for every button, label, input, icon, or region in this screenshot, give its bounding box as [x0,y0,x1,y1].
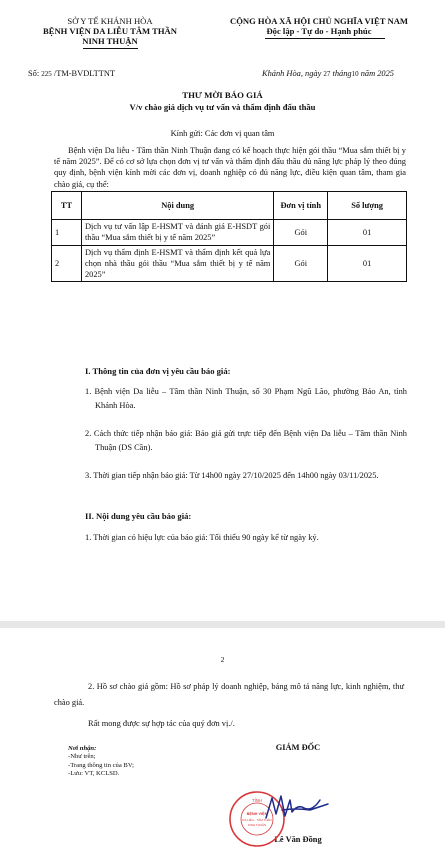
table-row [52,245,407,282]
header-tt: TT [52,192,82,220]
org-line-1: SỞ Y TẾ KHÁNH HÒA [67,16,153,26]
header-content: Nội dung [81,192,273,220]
signer-name: Lê Văn Đồng [274,835,322,844]
document-number: Số: 225 /TM-BVDLTTNT [28,69,115,78]
document-subject: V/v chào giá dịch vụ tư vấn và thẩm định đấu thầu [129,102,316,112]
stamp-text-1: TỈNH [252,798,262,803]
quote-table [51,191,407,282]
row-content: Dịch vụ thẩm định E-HSMT và thẩm định kết quả lựa chọn nhà thầu gói thầu “Mua sắm thiết bị y tế năm 2025” [81,245,273,282]
national-header [195,16,443,37]
table-row [52,220,407,246]
document-page-2 [0,628,445,867]
row-tt: 1 [52,220,82,246]
section-2-heading: II. Nội dung yêu cầu báo giá: [85,511,192,521]
row-unit: Gói [274,245,328,282]
issue-date: Khánh Hòa, ngày 27 tháng10 năm 2025 [262,69,394,78]
stamp-text-4: NINH THUẬN [247,823,267,827]
issuing-organization [10,16,210,47]
document-title: THƯ MỜI BÁO GIÁ [182,90,263,100]
signer-title: GIÁM ĐỐC [275,743,321,752]
stamp-text-2: BỆNH VIỆN [246,812,268,816]
row-content: Dịch vụ tư vấn lập E-HSMT và đánh giá E-HSDT gói thầu “Mua sắm thiết bị y tế năm 2025” [81,220,273,246]
page-number: 2 [220,655,225,664]
org-line-2: BỆNH VIỆN DA LIỄU TÂM THẦN [43,26,177,37]
table-header-row [52,192,407,220]
nation-underline [265,38,385,39]
recipient-line: -Như trên; [68,753,96,761]
intro-paragraph: Bệnh viện Da liễu - Tâm thần Ninh Thuận đang có kế hoạch thực hiện gói thầu “Mua sắm thiết bị y tế năm 2025”. Để có cơ sở lựa chọn đơn vị tư vấn và thẩm định đấu thầu đủ năng lực pháp lý theo đúng quy định, bệnh viện kính mời các đơn vị, doanh nghiệp có đủ năng lực, điều kiện quan tâm, tham gia chào giá, cụ thể: [54,146,406,189]
greeting: Kính gửi: Các đơn vị quan tâm [170,129,275,138]
recipients-label: Nơi nhận: [68,745,97,752]
header-unit: Đơn vị tính [274,192,328,220]
section-1-heading: I. Thông tin của đơn vị yêu cầu báo giá: [85,366,231,376]
row-quantity: 01 [328,220,407,246]
row-unit: Gói [274,220,328,246]
nation-line-2: Độc lập - Tự do - Hạnh phúc [266,26,372,37]
header-quantity: Số lượng [328,192,407,220]
row-quantity: 01 [328,245,407,282]
recipient-line: -Lưu: VT, KCLSD. [68,770,120,778]
section-1-item-2: 2. Cách thức tiếp nhận báo giá: Báo giá gửi trực tiếp đến Bệnh viện Da liễu – Tâm thần Ninh Thuận (DS Cần). [85,429,407,452]
org-underline [83,48,138,49]
closing-line: Rất mong được sự hợp tác của quý đơn vị./. [88,719,235,728]
recipients-block [68,745,134,779]
row-tt: 2 [52,245,82,282]
section-1-item-1: 1. Bệnh viện Da liễu – Tâm thần Ninh Thuận, số 30 Phạm Ngũ Lão, phường Bảo An, tỉnh Khánh Hòa. [85,387,407,410]
section-1-item-3: 3. Thời gian tiếp nhận báo giá: Từ 14h00 ngày 27/10/2025 đến 14h00 ngày 03/11/2025. [85,471,379,480]
signature-icon [262,790,332,824]
nation-line-1: CỘNG HÒA XÃ HỘI CHỦ NGHĨA VIỆT NAM [229,16,409,26]
stamp-text-3: DA LIỄU - TÂM THẦN [242,818,272,822]
org-line-3: NINH THUẬN [82,36,138,47]
page2-item-2: 2. Hồ sơ chào giá gồm: Hồ sơ pháp lý doanh nghiệp, bảng mô tả năng lực, kinh nghiệm, thư chào giá. [54,682,404,707]
recipient-line: -Trang thông tin của BV; [68,761,134,769]
section-2-item-1: 1. Thời gian có hiệu lực của báo giá: Tối thiểu 90 ngày kể từ ngày ký. [85,533,319,542]
document-number-value: 225 [41,70,52,78]
